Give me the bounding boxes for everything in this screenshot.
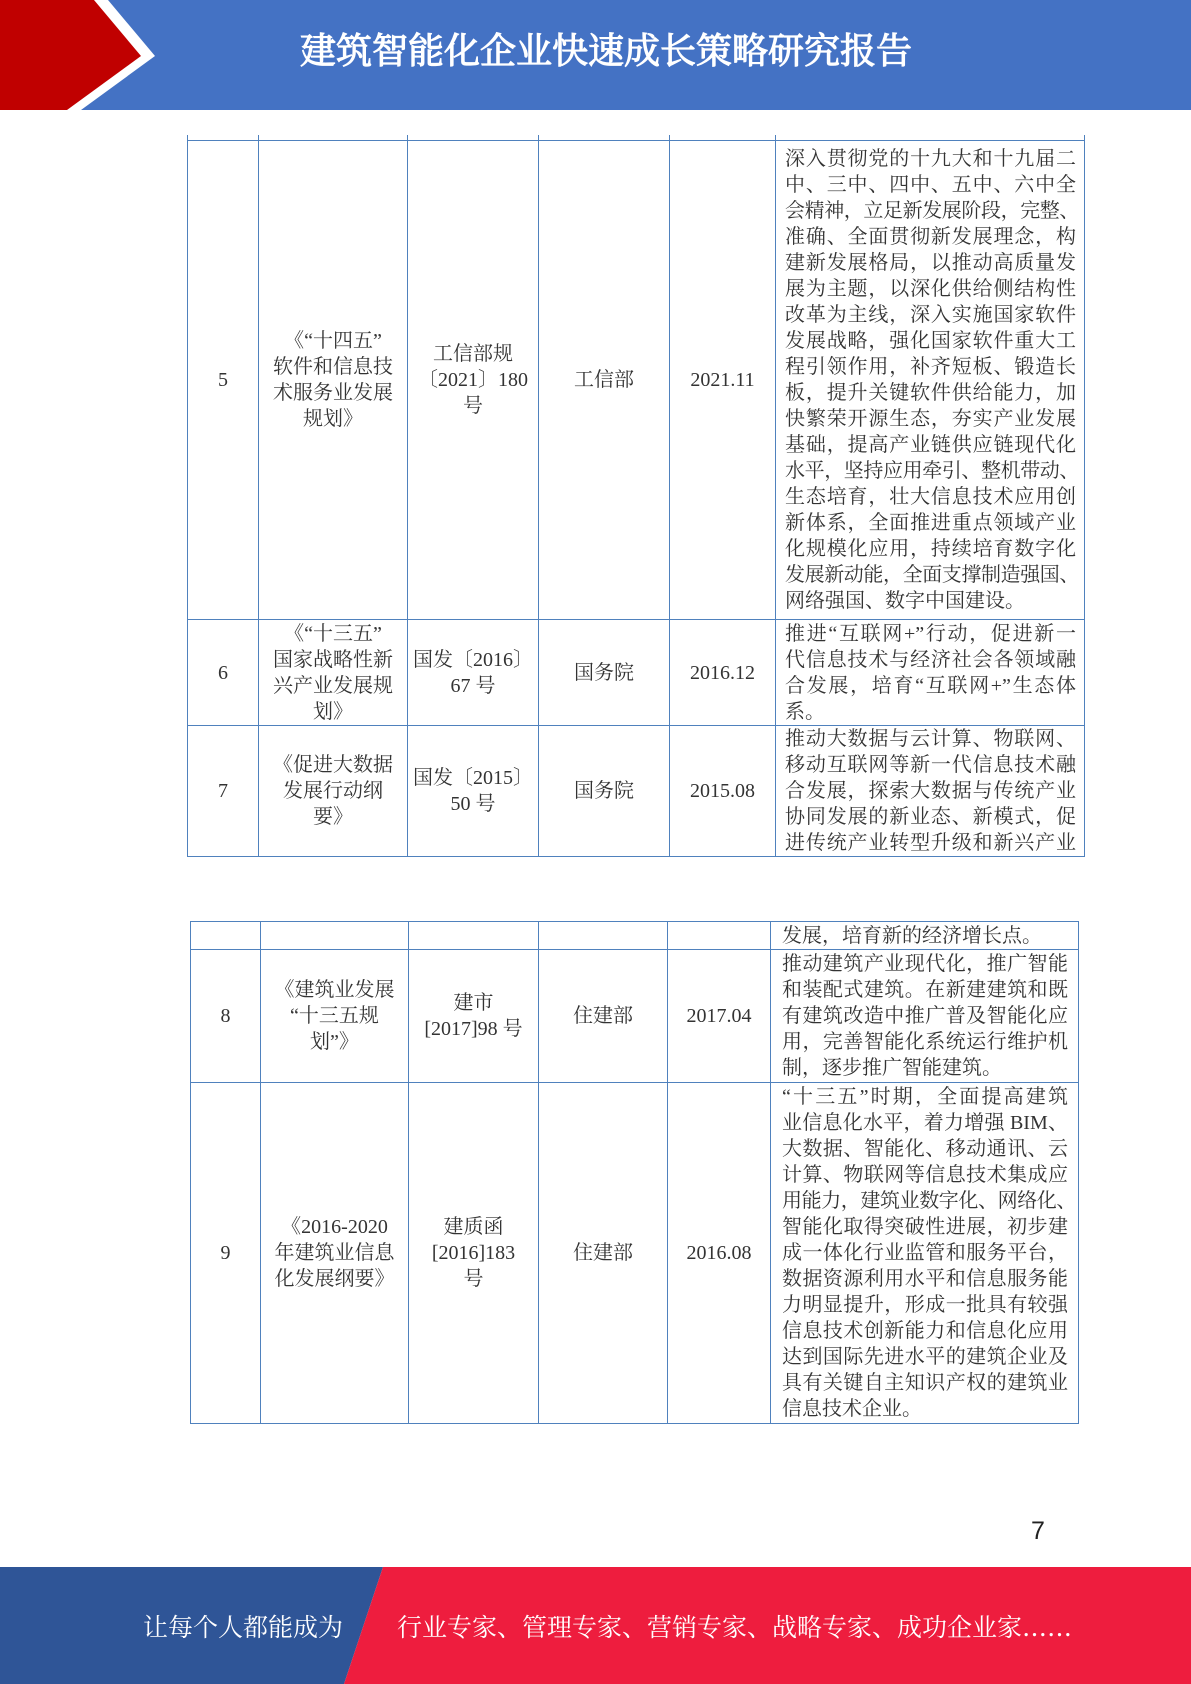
content-line: 推进“互联网+”行动，促进新一 bbox=[785, 622, 1076, 645]
content-line: 程引领作用，补齐短板、锻造长 bbox=[785, 356, 1076, 378]
row-number: 6 bbox=[218, 661, 228, 684]
row-number: 8 bbox=[220, 1005, 231, 1027]
content-cell bbox=[771, 922, 1079, 950]
content-line: 业信息化水平，着力增强 BIM、 bbox=[782, 1112, 1068, 1134]
policy-name-line: 划》 bbox=[313, 700, 353, 723]
content-cell bbox=[776, 620, 1085, 726]
policy-name-line: 规划》 bbox=[303, 408, 363, 430]
document-number-line: 67 号 bbox=[450, 674, 496, 697]
document-number-cell bbox=[408, 726, 539, 857]
page-number: 7 bbox=[1031, 1517, 1045, 1545]
document-number-line: 号 bbox=[463, 395, 483, 417]
policy-name-cell bbox=[259, 726, 408, 857]
policy-name-line: 《“十四五” bbox=[284, 330, 382, 352]
date-cell bbox=[670, 620, 776, 726]
policy-row bbox=[191, 950, 1079, 1083]
document-number-line: 号 bbox=[463, 1268, 484, 1290]
empty-cell bbox=[409, 922, 539, 950]
policy-table-continued bbox=[190, 921, 1079, 1424]
policy-name-cell bbox=[261, 950, 409, 1083]
content-line: 推动大数据与云计算、物联网、 bbox=[785, 728, 1076, 750]
date-cell bbox=[670, 141, 776, 620]
issue-date: 2015.08 bbox=[690, 780, 755, 802]
content-line: 板，提升关键软件供给能力，加 bbox=[785, 382, 1076, 404]
policy-row bbox=[188, 726, 1085, 857]
empty-cell bbox=[191, 922, 261, 950]
number-cell bbox=[188, 141, 259, 620]
content-line: 协同发展的新业态、新模式，促 bbox=[785, 806, 1076, 828]
department-cell bbox=[539, 950, 668, 1083]
content-line: 会精神，立足新发展阶段，完整、 bbox=[785, 200, 1079, 222]
content-line: “十三五”时期，全面提高建筑 bbox=[782, 1086, 1068, 1108]
content-cell bbox=[771, 950, 1079, 1083]
issuing-department: 住建部 bbox=[573, 1005, 633, 1027]
content-cell bbox=[776, 141, 1085, 620]
content-line: 成一体化行业监管和服务平台， bbox=[782, 1242, 1068, 1264]
issuing-department: 国务院 bbox=[574, 780, 634, 802]
policy-name-line: 《促进大数据 bbox=[273, 754, 393, 776]
content-line: 进传统产业转型升级和新兴产业 bbox=[785, 832, 1076, 854]
content-line: 展为主题，以深化供给侧结构性 bbox=[785, 278, 1076, 300]
page-header bbox=[0, 0, 1191, 110]
document-number-line: 〔2021〕180 bbox=[418, 369, 528, 391]
content-line: 用，完善智能化系统运行维护机 bbox=[782, 1031, 1068, 1053]
policy-name-line: 要》 bbox=[313, 806, 353, 828]
footer-slogan-lead: 让每个人都能成为 bbox=[143, 1613, 344, 1642]
content-line: 改革为主线，深入实施国家软件 bbox=[785, 304, 1076, 326]
department-cell bbox=[539, 620, 670, 726]
policy-name-line: 《建筑业发展 bbox=[274, 979, 395, 1001]
department-cell bbox=[539, 726, 670, 857]
content-line: 发展战略，强化国家软件重大工 bbox=[785, 330, 1076, 352]
policy-table-continued bbox=[187, 135, 1085, 857]
content-cell bbox=[771, 1083, 1079, 1424]
content-line: 力明显提升，形成一批具有较强 bbox=[782, 1294, 1068, 1316]
content-line: 新体系，全面推进重点领域产业 bbox=[785, 512, 1076, 534]
document-number-line: 50 号 bbox=[450, 793, 496, 815]
number-cell bbox=[188, 726, 259, 857]
content-line: 用能力，建筑业数字化、网络化、 bbox=[782, 1190, 1076, 1212]
document-number-line: [2017]98 号 bbox=[424, 1018, 523, 1040]
content-line: 中、三中、四中、五中、六中全 bbox=[785, 174, 1076, 196]
content-line: 发展，培育新的经济增长点。 bbox=[782, 924, 1042, 947]
content-line: 合发展，探索大数据与传统产业 bbox=[785, 780, 1076, 802]
content-line: 有建筑改造中推广普及智能化应 bbox=[782, 1005, 1068, 1027]
document-number-line: 国发〔2016〕 bbox=[413, 648, 533, 671]
content-line: 计算、物联网等信息技术集成应 bbox=[782, 1164, 1068, 1186]
document-number-cell bbox=[409, 1083, 539, 1424]
content-line: 推动建筑产业现代化，推广智能 bbox=[782, 953, 1068, 975]
issuing-department: 国务院 bbox=[574, 661, 634, 684]
content-line: 化规模化应用，持续培育数字化 bbox=[785, 538, 1076, 560]
policy-name-cell bbox=[259, 141, 408, 620]
content-line: 信息技术企业。 bbox=[782, 1398, 922, 1420]
document-number-line: [2016]183 bbox=[431, 1242, 516, 1264]
content-line: 具有关键自主知识产权的建筑业 bbox=[782, 1372, 1068, 1394]
policy-name-line: “十三五规 bbox=[290, 1005, 379, 1027]
content-line: 系。 bbox=[785, 700, 825, 723]
document-number-line: 建市 bbox=[453, 992, 494, 1014]
empty-cell bbox=[668, 922, 771, 950]
footer-slogan-roles: 行业专家、管理专家、营销专家、战略专家、成功企业家…… bbox=[397, 1613, 1073, 1642]
content-line: 代信息技术与经济社会各领域融 bbox=[785, 648, 1076, 671]
policy-row bbox=[188, 620, 1085, 726]
number-cell bbox=[188, 620, 259, 726]
report-title: 建筑智能化企业快速成长策略研究报告 bbox=[299, 31, 912, 72]
policy-row bbox=[191, 1083, 1079, 1424]
department-cell bbox=[539, 1083, 668, 1424]
content-line: 深入贯彻党的十九大和十九届二 bbox=[785, 148, 1076, 170]
policy-name-line: 软件和信息技 bbox=[273, 356, 393, 378]
document-number-cell bbox=[408, 620, 539, 726]
content-line: 和装配式建筑。在新建建筑和既 bbox=[782, 979, 1068, 1001]
content-line: 基础，提高产业链供应链现代化 bbox=[785, 434, 1076, 456]
content-cell bbox=[776, 726, 1085, 857]
content-line: 信息技术创新能力和信息化应用 bbox=[782, 1320, 1068, 1342]
content-line: 网络强国、数字中国建设。 bbox=[785, 590, 1025, 612]
page-footer bbox=[0, 1567, 1191, 1684]
date-cell bbox=[668, 1083, 771, 1424]
policy-name-line: 术服务业发展 bbox=[273, 382, 393, 404]
policy-name-cell bbox=[261, 1083, 409, 1424]
content-line: 达到国际先进水平的建筑企业及 bbox=[782, 1346, 1068, 1368]
document-number-cell bbox=[408, 141, 539, 620]
row-number: 7 bbox=[218, 780, 228, 802]
issue-date: 2021.11 bbox=[690, 369, 755, 391]
number-cell bbox=[191, 950, 261, 1083]
policy-name-line: 《“十三五” bbox=[284, 622, 382, 645]
issue-date: 2016.08 bbox=[686, 1242, 752, 1264]
content-line: 智能化取得突破性进展，初步建 bbox=[782, 1216, 1068, 1238]
issue-date: 2017.04 bbox=[686, 1005, 752, 1027]
document-number-line: 工信部规 bbox=[433, 343, 513, 365]
department-cell bbox=[539, 141, 670, 620]
date-cell bbox=[670, 726, 776, 857]
policy-name-line: 化发展纲要》 bbox=[274, 1268, 395, 1290]
issue-date: 2016.12 bbox=[690, 661, 755, 684]
content-line: 大数据、智能化、移动通讯、云 bbox=[782, 1138, 1068, 1160]
issuing-department: 住建部 bbox=[573, 1242, 633, 1264]
content-line: 制，逐步推广智能建筑。 bbox=[782, 1057, 1002, 1079]
content-line: 合发展，培育“互联网+”生态体 bbox=[785, 674, 1076, 697]
document-number-line: 建质函 bbox=[443, 1216, 504, 1238]
content-line: 生态培育，壮大信息技术应用创 bbox=[785, 486, 1076, 508]
content-line: 快繁荣开源生态，夯实产业发展 bbox=[785, 408, 1076, 430]
policy-name-line: 年建筑业信息 bbox=[274, 1242, 395, 1264]
content-line: 水平，坚持应用牵引、整机带动、 bbox=[785, 460, 1079, 482]
row-number: 9 bbox=[220, 1242, 231, 1264]
content-line: 准确、全面贯彻新发展理念，构 bbox=[785, 226, 1076, 248]
content-line: 移动互联网等新一代信息技术融 bbox=[785, 754, 1076, 776]
date-cell bbox=[668, 950, 771, 1083]
policy-name-line: 划”》 bbox=[310, 1031, 359, 1053]
content-line: 发展新动能，全面支撑制造强国、 bbox=[785, 564, 1079, 586]
empty-cell bbox=[261, 922, 409, 950]
policy-name-line: 《2016-2020 bbox=[281, 1216, 388, 1238]
issuing-department: 工信部 bbox=[574, 369, 634, 391]
content-line: 数据资源利用水平和信息服务能 bbox=[782, 1268, 1068, 1290]
document-number-cell bbox=[409, 950, 539, 1083]
policy-row bbox=[188, 141, 1085, 620]
document-number-line: 国发〔2015〕 bbox=[413, 767, 533, 789]
content-line: 建新发展格局，以推动高质量发 bbox=[785, 252, 1076, 274]
number-cell bbox=[191, 1083, 261, 1424]
empty-cell bbox=[539, 922, 668, 950]
policy-name-line: 国家战略性新 bbox=[273, 648, 393, 671]
continuation-row bbox=[191, 922, 1079, 950]
policy-name-cell bbox=[259, 620, 408, 726]
policy-name-line: 兴产业发展规 bbox=[273, 674, 393, 697]
row-number: 5 bbox=[218, 369, 228, 391]
policy-name-line: 发展行动纲 bbox=[283, 780, 383, 802]
